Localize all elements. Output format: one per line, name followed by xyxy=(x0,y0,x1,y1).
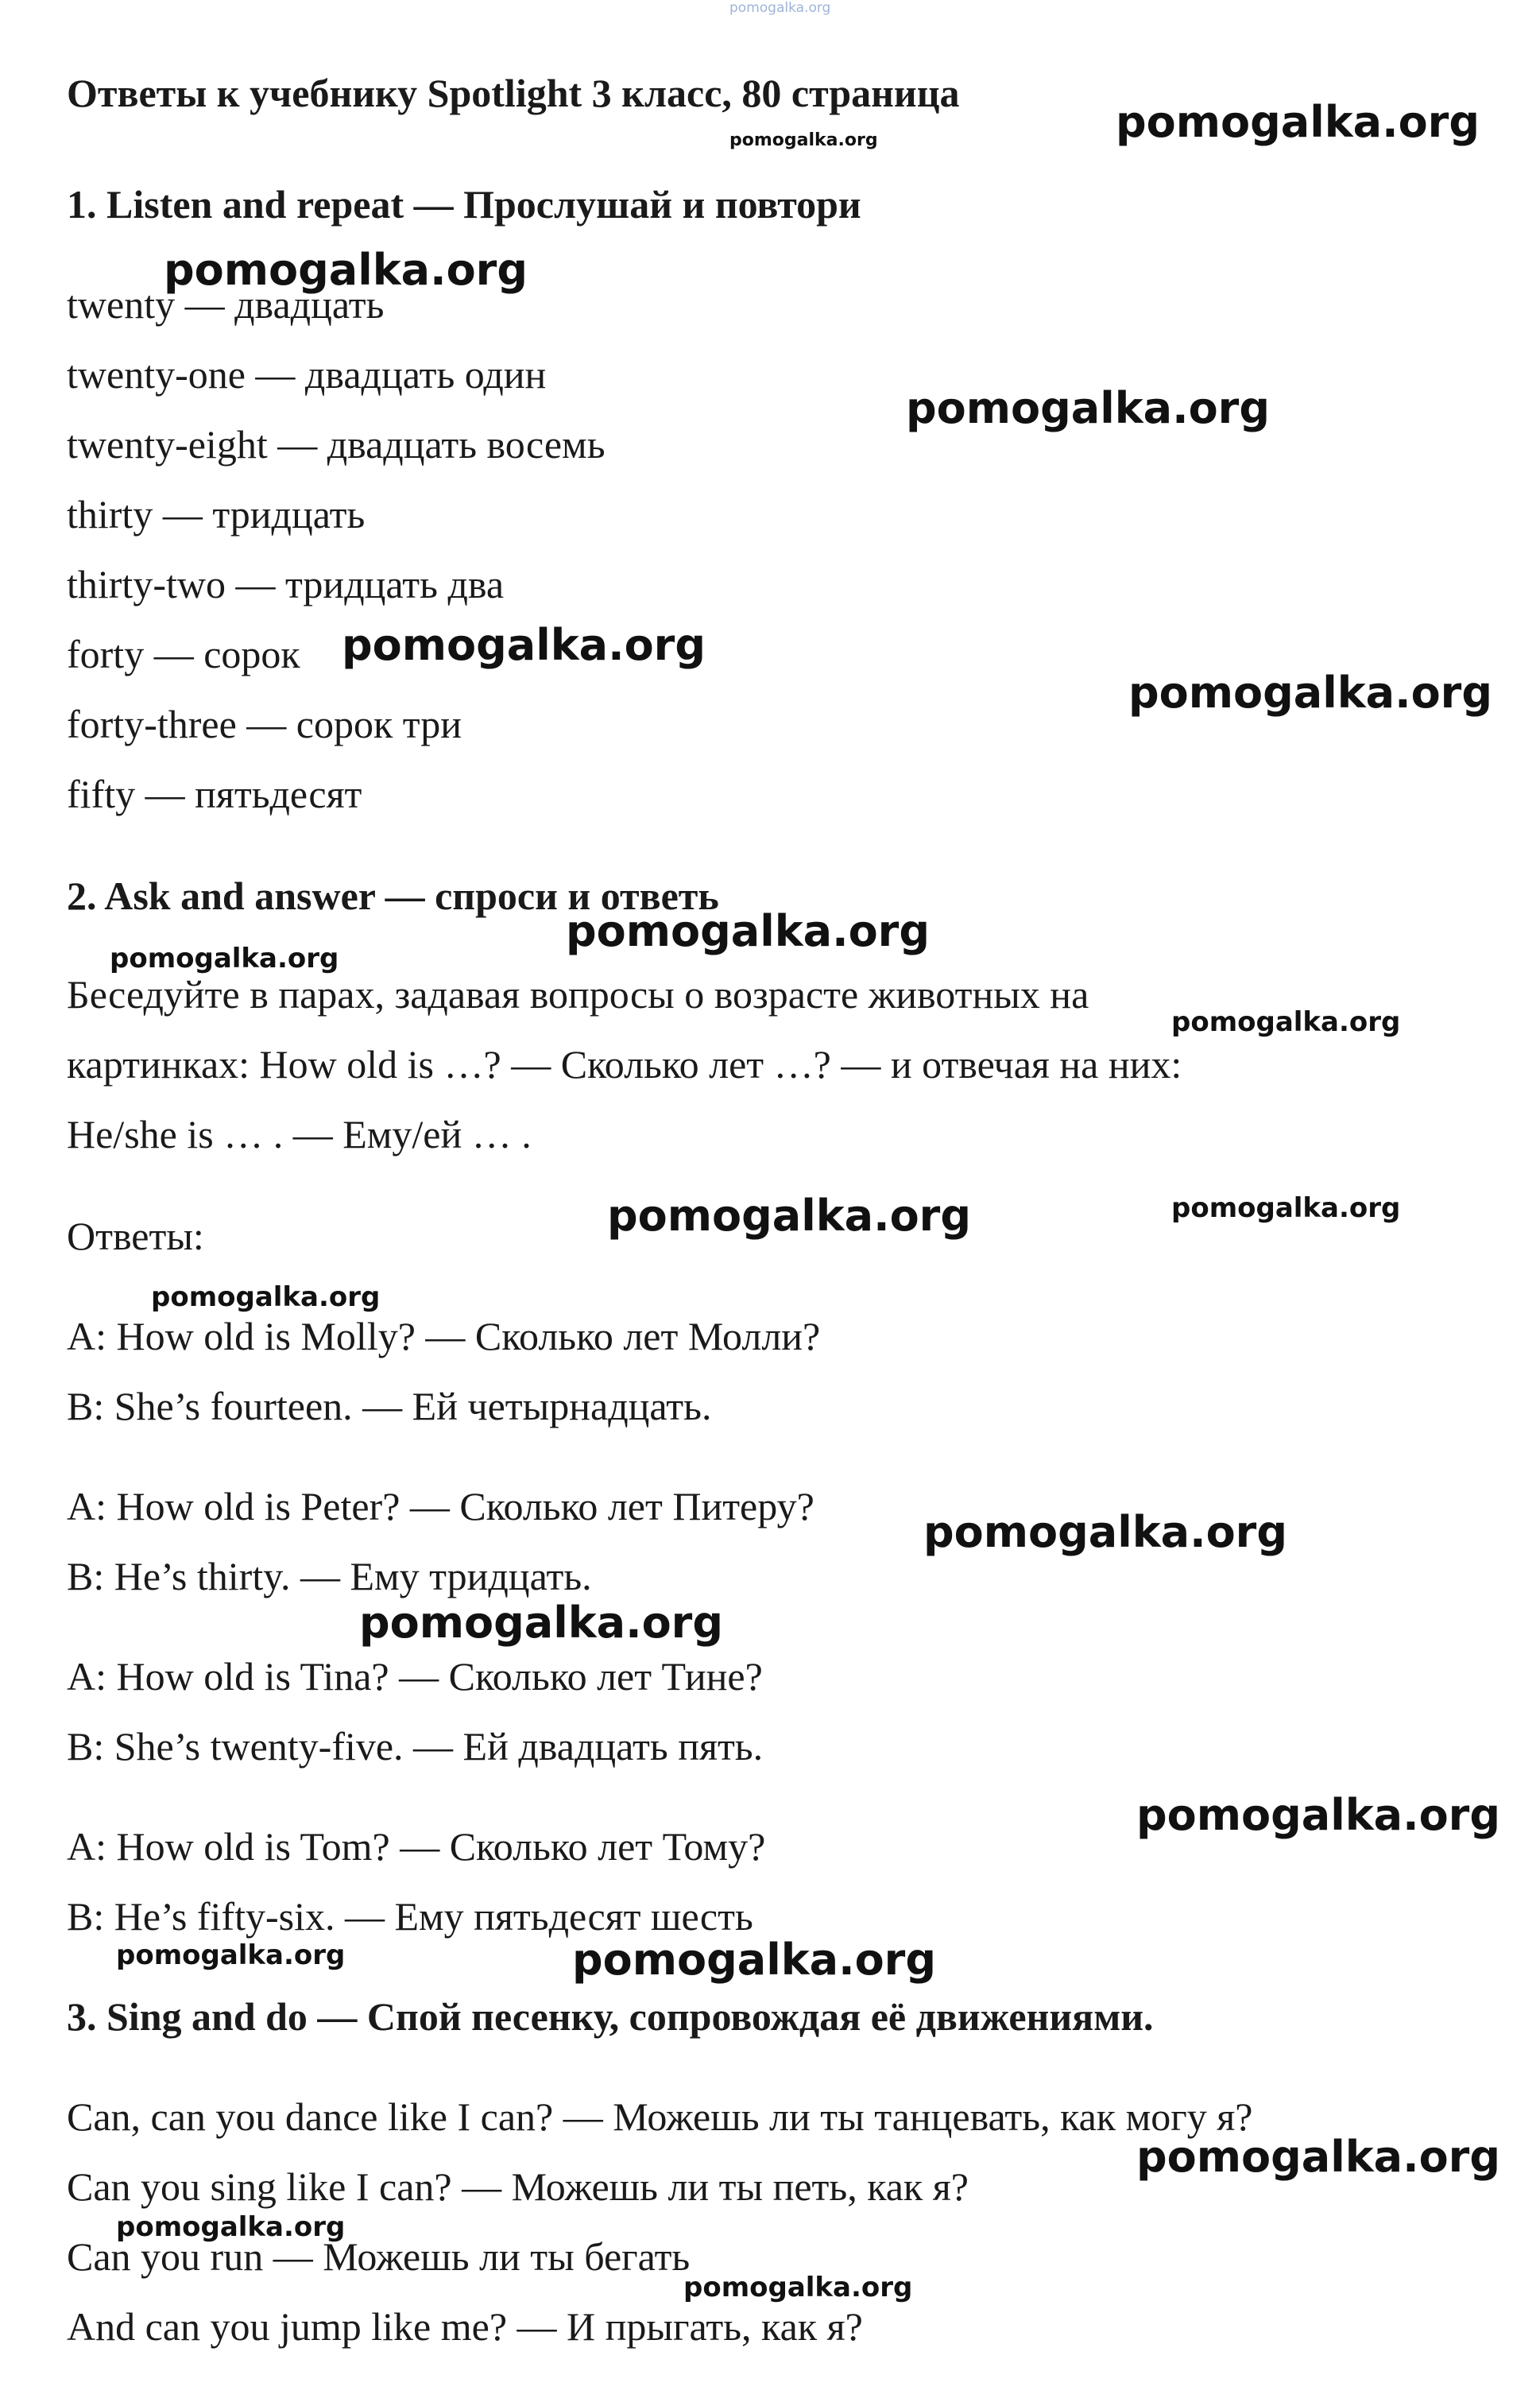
song-line: And can you jump like me? — И прыгать, как я? xyxy=(67,2304,863,2349)
section-2-instruction: картинках: How old is …? — Сколько лет …? — и отвечая на них: xyxy=(67,1042,1182,1087)
song-line: Can, can you dance like I can? — Можешь ли ты танцевать, как могу я? xyxy=(67,2094,1253,2139)
section-1-line: forty-three — сорок три xyxy=(67,702,462,746)
dialog-line: A: How old is Tina? — Сколько лет Тине? xyxy=(67,1654,763,1699)
dialog-line: A: How old is Peter? — Сколько лет Питеру? xyxy=(67,1484,814,1528)
section-1-line: forty — сорок xyxy=(67,632,300,676)
watermark: pomogalka.org xyxy=(906,383,1270,433)
section-3-heading: 3. Sing and do — Спой песенку, сопровождая её движениями. xyxy=(67,1994,1154,2039)
section-1-line: thirty-two — тридцать два xyxy=(67,562,505,606)
section-1-line: fifty — пятьдесят xyxy=(67,772,362,816)
watermark: pomogalka.org xyxy=(1128,668,1492,718)
dialog-line: B: She’s twenty-five. — Ей двадцать пять. xyxy=(67,1724,764,1769)
watermark: pomogalka.org xyxy=(116,1939,346,1971)
section-2-instruction: He/she is … . — Ему/ей … . xyxy=(67,1112,532,1156)
watermark: pomogalka.org xyxy=(342,620,706,670)
watermark: pomogalka.org xyxy=(607,1191,971,1241)
watermark: pomogalka.org xyxy=(116,2211,346,2243)
watermark: pomogalka.org xyxy=(683,2272,913,2303)
song-line: Can you run — Можешь ли ты бегать xyxy=(67,2234,691,2279)
dialog-line: A: How old is Molly? — Сколько лет Молли? xyxy=(67,1314,821,1358)
dialog-line: B: He’s thirty. — Ему тридцать. xyxy=(67,1554,592,1598)
section-1-line: twenty-eight — двадцать восемь xyxy=(67,422,606,467)
watermark: pomogalka.org xyxy=(566,906,930,956)
section-1-line: thirty — тридцать xyxy=(67,492,366,537)
dialog-line: B: He’s fifty-six. — Ему пятьдесят шесть xyxy=(67,1894,753,1939)
section-1-line: twenty-one — двадцать один xyxy=(67,352,547,397)
section-1-line: twenty — двадцать xyxy=(67,282,385,327)
watermark: pomogalka.org xyxy=(729,130,878,150)
section-2-instruction: Беседуйте в парах, задавая вопросы о возрасте животных на xyxy=(67,972,1089,1017)
watermark: pomogalka.org xyxy=(1116,97,1480,147)
dialog-line: A: How old is Tom? — Сколько лет Тому? xyxy=(67,1824,766,1869)
watermark: pomogalka.org xyxy=(1171,1192,1401,1224)
section-1-heading: 1. Listen and repeat — Прослушай и повтори xyxy=(67,182,861,227)
watermark: pomogalka.org xyxy=(1136,1790,1500,1840)
answers-label: Ответы: xyxy=(67,1214,204,1258)
dialog-line: B: She’s fourteen. — Ей четырнадцать. xyxy=(67,1384,712,1428)
watermark-top: pomogalka.org xyxy=(729,0,831,16)
watermark: pomogalka.org xyxy=(359,1598,723,1648)
watermark: pomogalka.org xyxy=(1136,2132,1500,2182)
song-line: Can you sing like I can? — Можешь ли ты петь, как я? xyxy=(67,2164,969,2209)
watermark: pomogalka.org xyxy=(572,1935,936,1985)
page-title: Ответы к учебнику Spotlight 3 класс, 80 страница xyxy=(67,71,960,115)
watermark: pomogalka.org xyxy=(1171,1006,1401,1038)
watermark: pomogalka.org xyxy=(151,1281,381,1313)
section-2-heading: 2. Ask and answer — спроси и ответь xyxy=(67,874,719,918)
watermark: pomogalka.org xyxy=(164,245,528,295)
watermark: pomogalka.org xyxy=(110,943,339,974)
watermark: pomogalka.org xyxy=(923,1507,1287,1557)
